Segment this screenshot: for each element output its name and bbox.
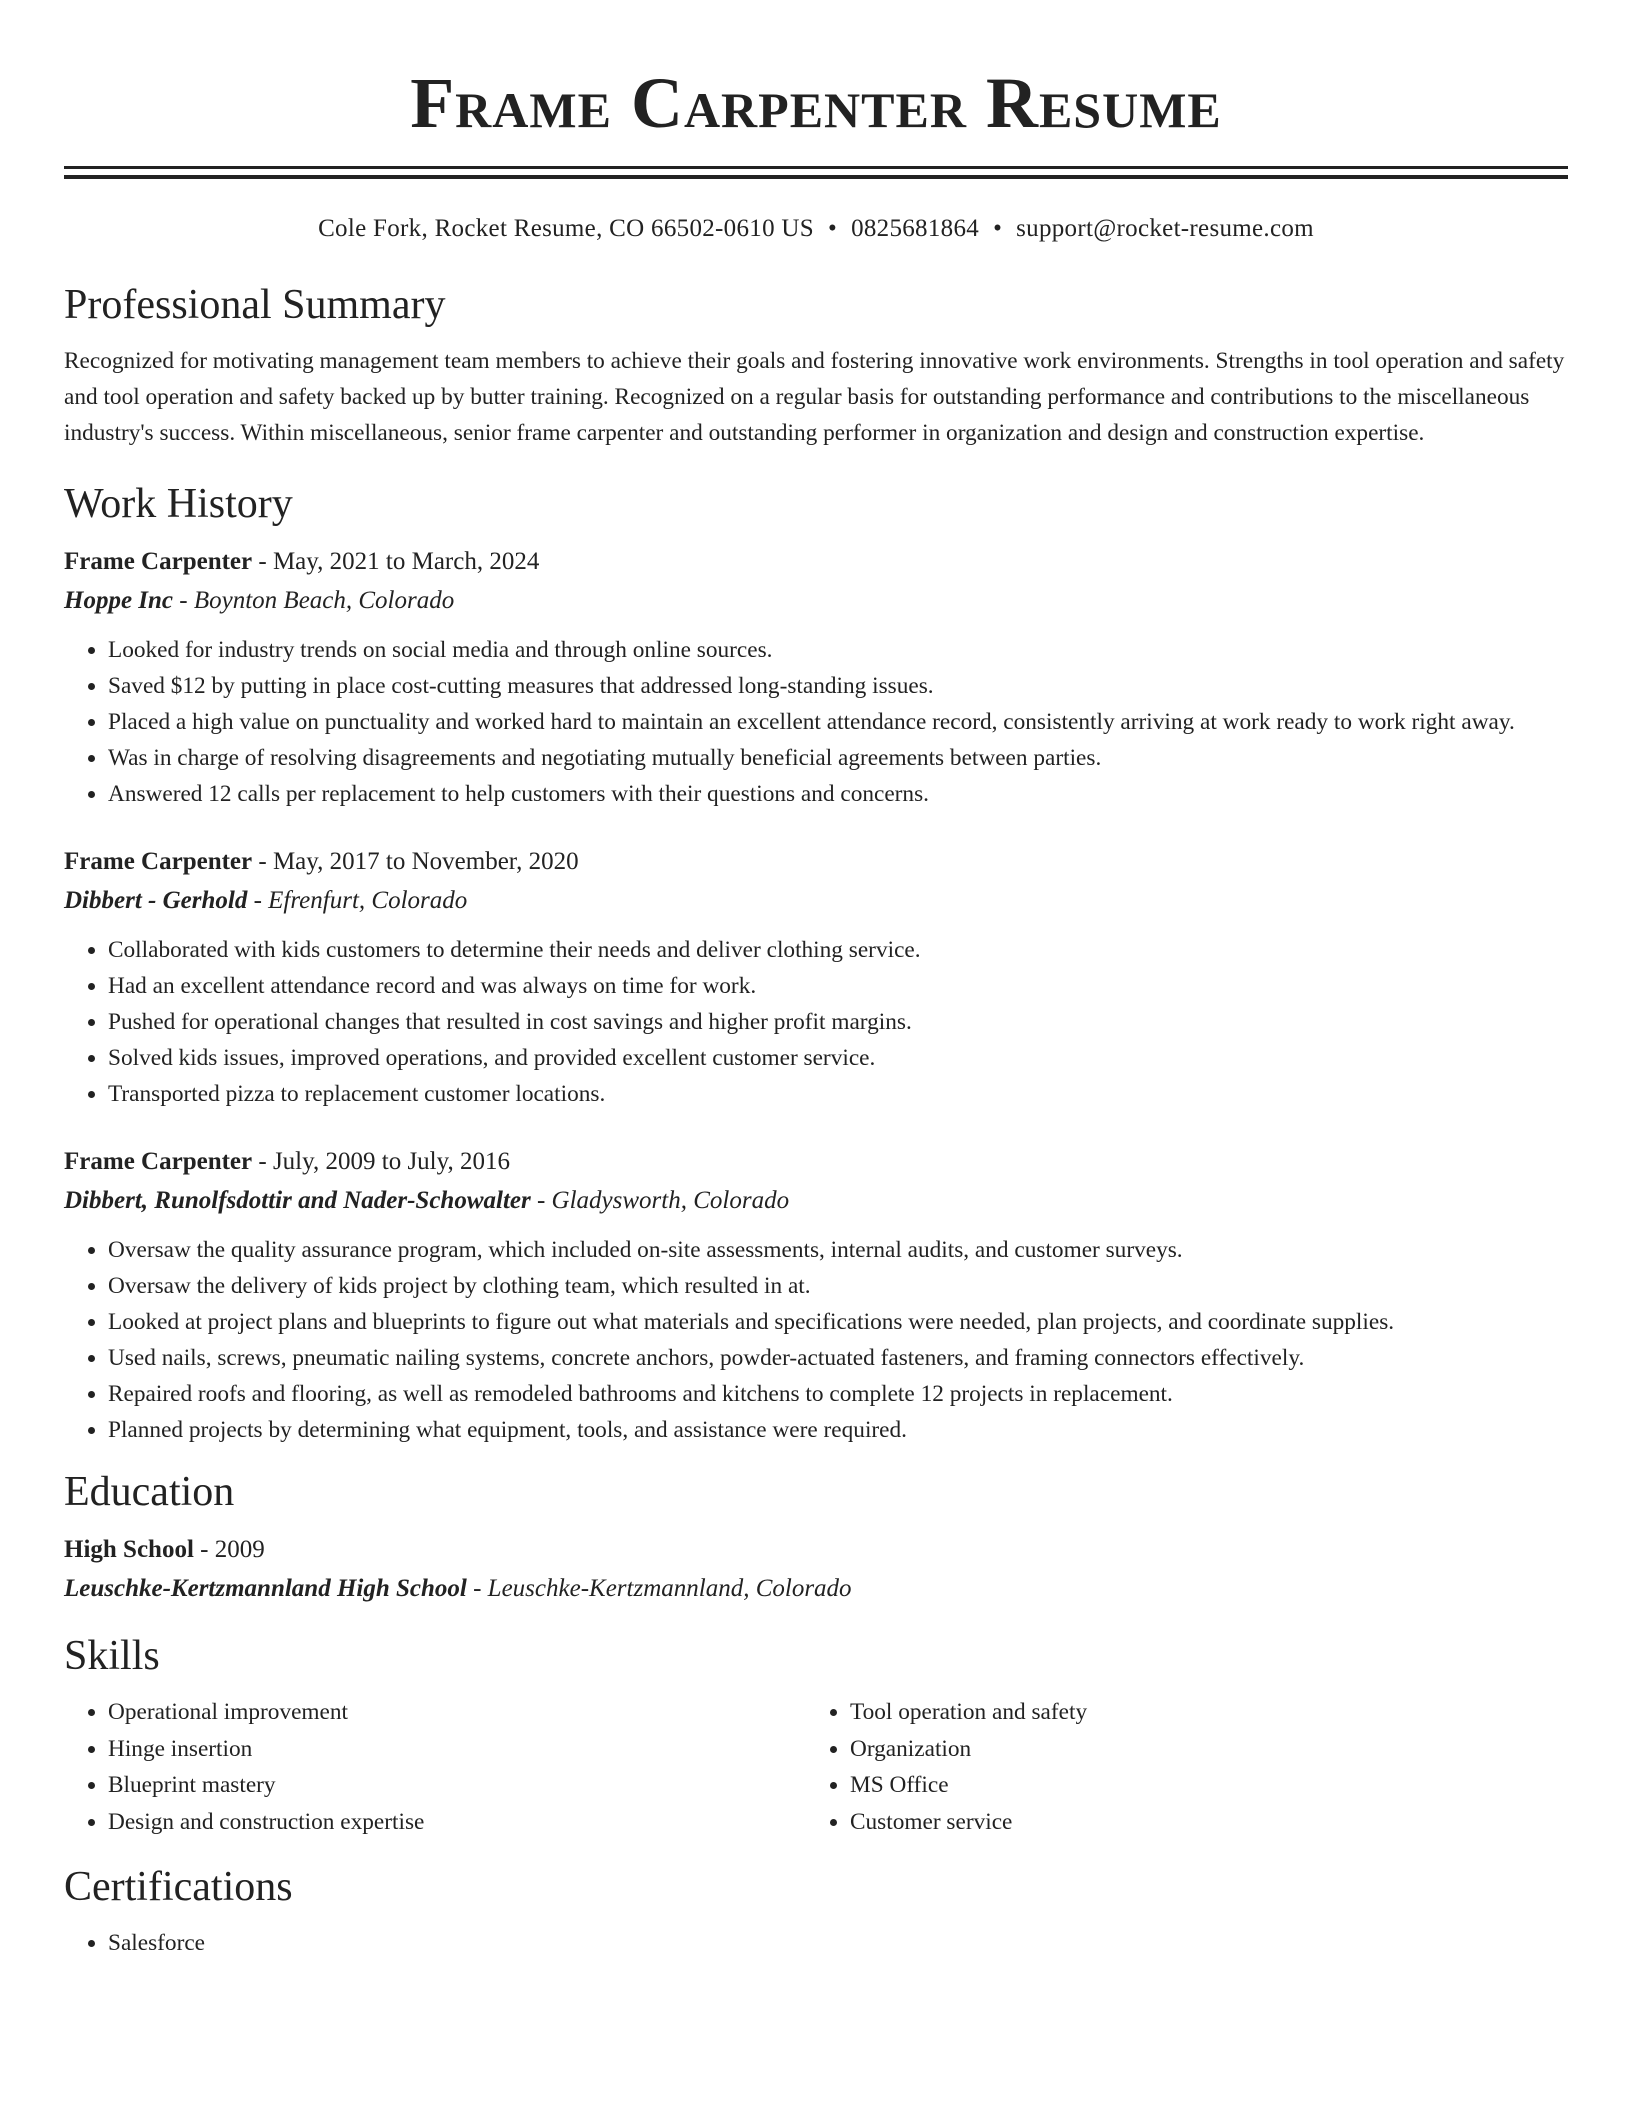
job-bullets	[64, 1232, 1568, 1448]
education-header	[64, 1530, 1568, 1569]
contact-separator: •	[993, 215, 1003, 242]
education-degree: High School	[64, 1536, 194, 1563]
list-item: • Oversaw the delivery of kids project by clothing team, which resulted in at.	[108, 1268, 1568, 1304]
job-company-line	[64, 581, 1568, 620]
skill-item: • Customer service	[850, 1804, 1548, 1841]
job-title: Frame Carpenter	[64, 1148, 253, 1175]
skill-item: • Blueprint mastery	[108, 1767, 806, 1804]
skills-grid	[64, 1694, 1568, 1841]
job-title: Frame Carpenter	[64, 848, 253, 875]
skill-item: • Tool operation and safety	[850, 1694, 1548, 1731]
skill-item: • Operational improvement	[108, 1694, 806, 1731]
skill-item: • Design and construction expertise	[108, 1804, 806, 1841]
skill-item: • Hinge insertion	[108, 1731, 806, 1768]
list-item: • Collaborated with kids customers to determine their needs and deliver clothing service.	[108, 932, 1568, 968]
education-heading: Education	[64, 1469, 235, 1515]
list-item: • Used nails, screws, pneumatic nailing systems, concrete anchors, powder-actuated fasteners, and framing connectors effectively.	[108, 1340, 1568, 1376]
education-location: - Leuschke-Kertzmannland, Colorado	[466, 1575, 852, 1602]
list-item: • Answered 12 calls per replacement to help customers with their questions and concerns.	[108, 776, 1568, 812]
list-item: • Solved kids issues, improved operations, and provided excellent customer service.	[108, 1040, 1568, 1076]
title-divider-thin	[64, 166, 1568, 169]
contact-phone: 0825681864	[851, 215, 980, 242]
certifications-heading: Certifications	[64, 1863, 293, 1910]
job-company-line	[64, 881, 1568, 920]
list-item: • Oversaw the quality assurance program, which included on-site assessments, internal audits, and customer surveys.	[108, 1232, 1568, 1268]
list-item: • Transported pizza to replacement customer locations.	[108, 1076, 1568, 1112]
job-entry	[64, 1142, 1568, 1448]
certification-item: • Salesforce	[108, 1925, 1568, 1961]
job-location: - Gladysworth, Colorado	[530, 1187, 790, 1214]
list-item: • Had an excellent attendance record and was always on time for work.	[108, 968, 1568, 1004]
skill-item: • Organization	[850, 1731, 1548, 1768]
job-entry	[64, 842, 1568, 1112]
work-history-heading: Work History	[64, 481, 293, 527]
job-header	[64, 542, 1568, 581]
job-header	[64, 1142, 1568, 1181]
summary-text: Recognized for motivating management team members to achieve their goals and fostering innovative work environments. Strengths in tool operation and safety and tool operation and safety backed up by butter training. Recognized on a regular basis for outstanding performance and contributions to the miscellaneous industry's success. Within miscellaneous, senior frame carpenter and outstanding performer in organization and design and construction expertise.	[64, 348, 1565, 446]
skills-column-right	[806, 1694, 1548, 1841]
job-company: Hoppe Inc	[64, 587, 174, 614]
skill-item: • MS Office	[850, 1767, 1548, 1804]
contact-separator: •	[828, 215, 838, 242]
skills-column-left	[64, 1694, 806, 1841]
job-location: - Efrenfurt, Colorado	[247, 887, 468, 914]
job-dates: - May, 2021 to March, 2024	[252, 548, 540, 575]
title-divider-thick	[64, 175, 1568, 179]
certifications-list	[64, 1925, 1568, 1961]
list-item: • Looked at project plans and blueprints to figure out what materials and specifications were needed, plan projects, and coordinate supplies.	[108, 1304, 1568, 1340]
education-school-line	[64, 1569, 1568, 1608]
list-item: • Saved $12 by putting in place cost-cutting measures that addressed long-standing issues.	[108, 668, 1568, 704]
job-location: - Boynton Beach, Colorado	[173, 587, 455, 614]
job-bullets	[64, 632, 1568, 812]
list-item: • Repaired roofs and flooring, as well as remodeled bathrooms and kitchens to complete 12 projects in replacement.	[108, 1376, 1568, 1412]
contact-email: support@rocket-resume.com	[1016, 215, 1314, 242]
job-company: Dibbert, Runolfsdottir and Nader-Schowalter	[64, 1187, 531, 1214]
list-item: • Placed a high value on punctuality and worked hard to maintain an excellent attendance record, consistently arriving at work ready to work right away.	[108, 704, 1568, 740]
job-entry	[64, 542, 1568, 812]
list-item: • Was in charge of resolving disagreements and negotiating mutually beneficial agreements between parties.	[108, 740, 1568, 776]
education-year: - 2009	[193, 1536, 265, 1563]
job-dates: - May, 2017 to November, 2020	[252, 848, 579, 875]
summary-heading: Professional Summary	[64, 282, 446, 328]
job-dates: - July, 2009 to July, 2016	[252, 1148, 510, 1175]
job-bullets	[64, 932, 1568, 1112]
job-company: Dibbert - Gerhold	[64, 887, 248, 914]
education-school: Leuschke-Kertzmannland High School	[64, 1575, 467, 1602]
list-item: • Looked for industry trends on social media and through online sources.	[108, 632, 1568, 668]
resume-page	[64, 0, 1568, 1961]
skills-heading: Skills	[64, 1633, 160, 1679]
resume-title: Frame Carpenter Resume	[410, 63, 1222, 143]
job-title: Frame Carpenter	[64, 548, 253, 575]
contact-address: Cole Fork, Rocket Resume, CO 66502-0610 US	[318, 215, 814, 242]
list-item: • Pushed for operational changes that resulted in cost savings and higher profit margins.	[108, 1004, 1568, 1040]
list-item: • Planned projects by determining what equipment, tools, and assistance were required.	[108, 1412, 1568, 1448]
contact-line	[64, 213, 1568, 245]
job-company-line	[64, 1181, 1568, 1220]
education-entry	[64, 1530, 1568, 1608]
job-header	[64, 842, 1568, 881]
